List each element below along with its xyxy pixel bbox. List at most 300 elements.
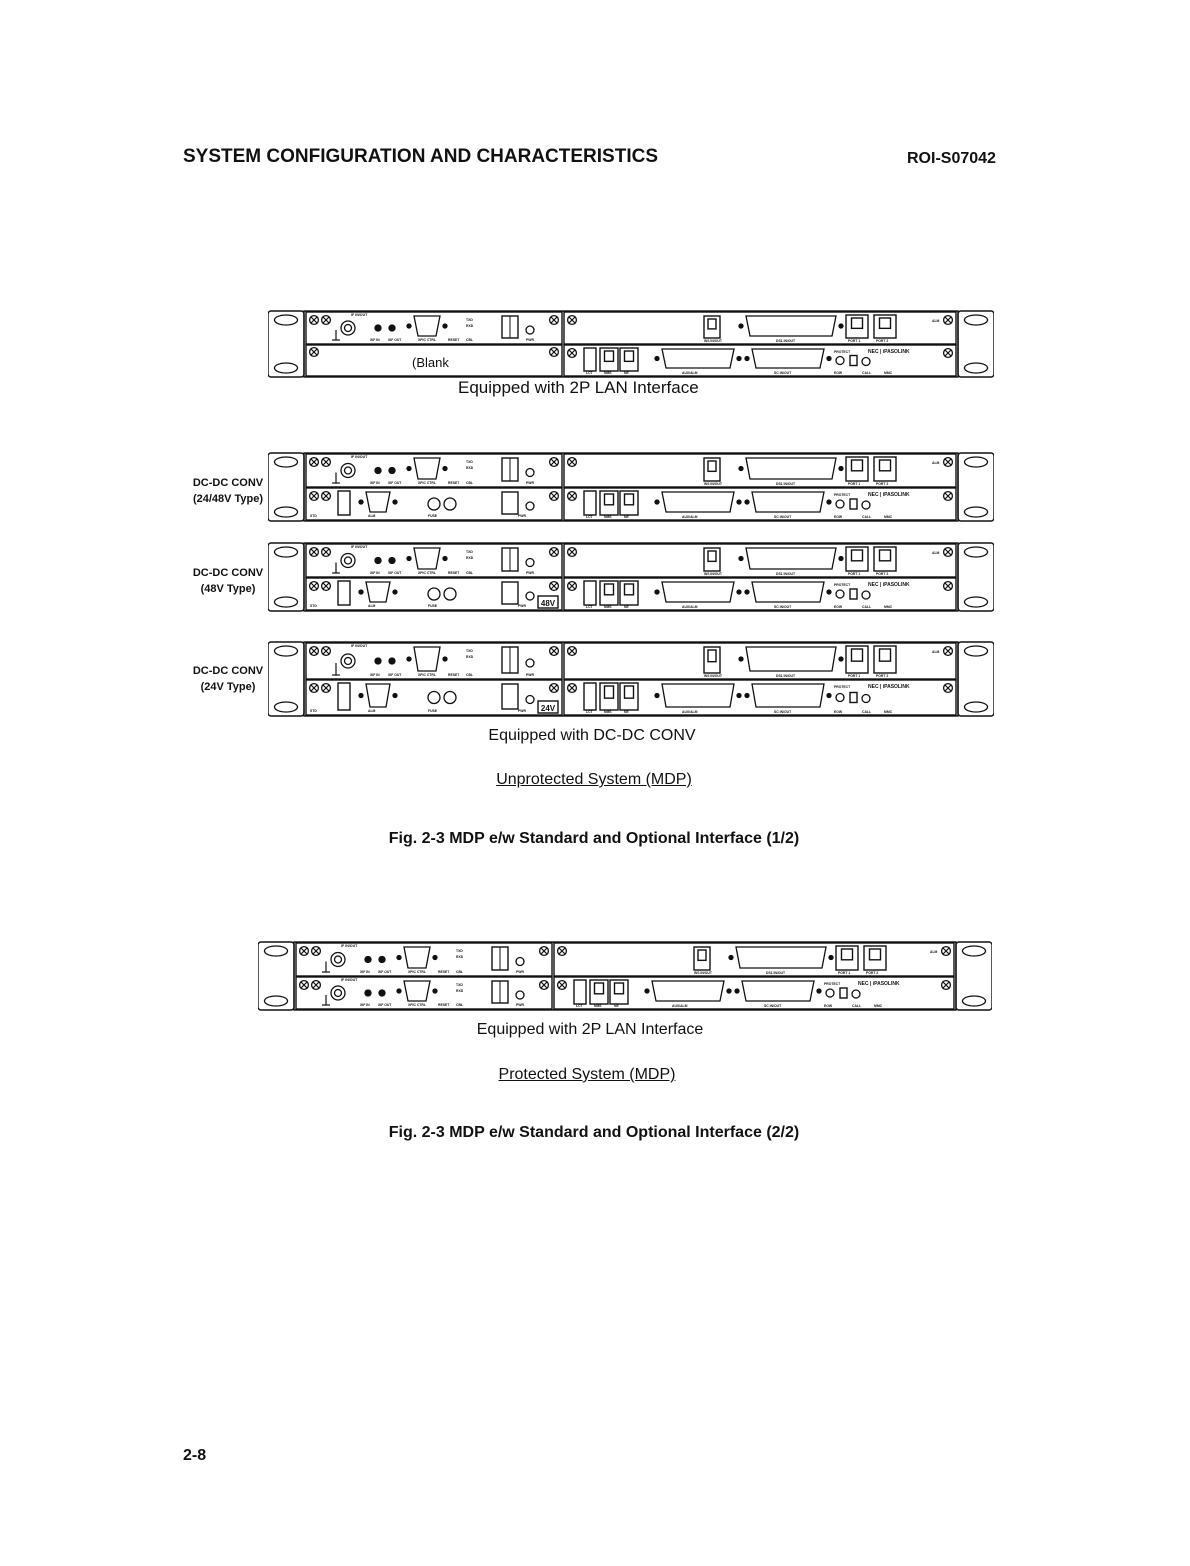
pwr-switch-icon xyxy=(526,326,534,334)
label-ne: NE xyxy=(614,1004,619,1008)
section-label-dcdc-24-48 xyxy=(188,475,268,507)
label-fuse: FUSE xyxy=(428,604,438,608)
rack-mount-hole xyxy=(964,457,987,467)
label-brand: NEC | iPASOLINK xyxy=(868,492,910,498)
label-protect: PROTECT xyxy=(834,493,851,497)
connector-screw xyxy=(727,989,731,993)
label-xpic-ctrl: XPIC CTRL xyxy=(418,338,436,342)
label-nms: NMS xyxy=(604,371,612,375)
d-sub-connector xyxy=(366,582,390,602)
rack-ear xyxy=(958,311,994,377)
label-alm: ALM xyxy=(932,319,940,323)
figure-caption-2: Fig. 2-3 MDP e/w Standard and Optional Interface (2/2) xyxy=(388,1124,800,1141)
rack-mount-hole xyxy=(962,946,985,956)
connector-screw xyxy=(397,956,401,960)
led-indicator xyxy=(389,558,395,564)
label-eow: EOW xyxy=(834,515,843,519)
mdp-panel-protected-2p-lan xyxy=(258,940,992,1014)
rack-mount-hole xyxy=(274,597,297,607)
label-xif-in: XIF IN xyxy=(360,970,370,974)
label-ne: NE xyxy=(624,371,629,375)
rj45-latch xyxy=(625,351,634,361)
mdp-panel-dcdc-48v xyxy=(268,541,994,613)
rj45-port xyxy=(600,683,618,710)
mdp-panel-dcdc-24-48v xyxy=(268,451,994,523)
label-ne: NE xyxy=(624,515,629,519)
label-voltage: 24V xyxy=(540,704,556,713)
d-sub-connector xyxy=(746,548,836,569)
d-sub-connector xyxy=(742,981,814,1001)
connector-screw xyxy=(827,590,831,594)
rack-mount-hole xyxy=(964,547,987,557)
if-connector xyxy=(341,554,355,568)
connector-screw xyxy=(443,657,447,661)
label-alm: ALM xyxy=(368,709,376,713)
label-pwr: PWR xyxy=(518,709,526,713)
label-brand: NEC | iPASOLINK xyxy=(868,582,910,588)
led-indicator xyxy=(375,658,381,664)
d-sub-connector xyxy=(366,684,390,707)
rj45-latch xyxy=(625,584,634,595)
if-connector-core xyxy=(345,467,352,474)
connector-screw xyxy=(839,324,843,328)
if-connector xyxy=(341,464,355,478)
rack-mount-hole xyxy=(274,507,297,517)
rack-ear xyxy=(958,543,994,611)
usb-port xyxy=(584,683,596,710)
sw-block xyxy=(502,582,518,604)
usb-port xyxy=(584,348,596,371)
rj45-latch xyxy=(852,649,863,661)
label-xif-out: XIF OUT xyxy=(388,338,402,342)
label-xif-in: XIF IN xyxy=(370,481,380,485)
call-switch xyxy=(850,499,857,509)
connector-screw xyxy=(443,467,447,471)
label-aux-alm: AUX/ALM xyxy=(682,605,698,609)
label-ws-inout: WS IN/OUT xyxy=(694,971,712,975)
call-button xyxy=(862,358,870,366)
label-cbl: CBL xyxy=(466,673,473,677)
connector-screw xyxy=(739,467,743,471)
label-cbl: CBL xyxy=(466,571,473,575)
label-xif-out: XIF OUT xyxy=(388,673,402,677)
rack-mount-hole xyxy=(274,547,297,557)
section-label-line1: DC-DC CONV xyxy=(192,477,264,489)
pwr-switch-icon xyxy=(526,469,534,477)
led-indicator xyxy=(389,658,395,664)
label-pwr: PWR xyxy=(516,970,524,974)
d-sub-connector xyxy=(652,981,724,1001)
label-reset: RESET xyxy=(448,481,460,485)
connector-screw xyxy=(397,989,401,993)
d-sub-connector xyxy=(752,492,824,512)
usb-port xyxy=(584,581,596,605)
label-fuse: FUSE xyxy=(428,709,438,713)
led-indicator xyxy=(375,468,381,474)
connector-screw xyxy=(739,324,743,328)
panel1-caption: Equipped with 2P LAN Interface xyxy=(458,378,699,397)
label-sc-inout: SC IN/OUT xyxy=(774,710,792,714)
label-ds1-inout: DS1 IN/OUT xyxy=(776,482,796,486)
label-port1: PORT 1 xyxy=(848,674,861,678)
label-reset: RESET xyxy=(448,571,460,575)
led-indicator xyxy=(375,325,381,331)
section-label-line2: (48V Type) xyxy=(200,583,256,595)
label-port2: PORT 2 xyxy=(876,572,889,576)
rj45-latch xyxy=(625,494,634,505)
if-connector xyxy=(331,986,345,1000)
rj45-latch xyxy=(880,550,891,561)
d-sub-connector xyxy=(414,458,440,479)
connector-screw xyxy=(839,557,843,561)
rj45-latch xyxy=(852,460,863,471)
label-cbl: CBL xyxy=(466,338,473,342)
connector-screw xyxy=(393,590,397,594)
if-connector-core xyxy=(335,990,342,997)
label-call: CALL xyxy=(862,710,872,714)
connector-screw xyxy=(739,657,743,661)
rack-ear xyxy=(268,543,304,611)
label-brand: NEC | iPASOLINK xyxy=(858,981,900,987)
connector-screw xyxy=(839,467,843,471)
label-mmc: MMC xyxy=(884,605,893,609)
if-connector-core xyxy=(345,325,352,332)
label-alm: ALM xyxy=(932,551,940,555)
label-if-inout: IF IN/OUT xyxy=(341,978,358,982)
d-sub-connector xyxy=(414,316,440,336)
d-sub-connector xyxy=(746,647,836,671)
label-ne: NE xyxy=(624,605,629,609)
label-alm: ALM xyxy=(930,950,938,954)
label-xpic-ctrl: XPIC CTRL xyxy=(408,1003,426,1007)
figure-caption-1: Fig. 2-3 MDP e/w Standard and Optional Interface (1/2) xyxy=(388,830,800,847)
fuse-holder xyxy=(444,692,456,704)
label-txd: TXD xyxy=(466,550,473,554)
d-sub-connector xyxy=(746,316,836,336)
label-txd: TXD xyxy=(456,949,463,953)
if-connector-core xyxy=(345,658,352,665)
label-ws-inout: WS IN/OUT xyxy=(704,674,722,678)
call-switch xyxy=(840,988,847,998)
connector-screw xyxy=(839,657,843,661)
label-nms: NMS xyxy=(604,515,612,519)
label-std: STD xyxy=(310,604,317,608)
label-ds1-inout: DS1 IN/OUT xyxy=(776,674,796,678)
connector-screw xyxy=(433,989,437,993)
label-rxd: RXD xyxy=(466,324,474,328)
label-mmc: MMC xyxy=(884,515,893,519)
label-txd: TXD xyxy=(456,983,463,987)
call-switch xyxy=(850,589,857,599)
connector-screw xyxy=(745,357,749,361)
label-eow: EOW xyxy=(834,710,843,714)
d-sub-connector xyxy=(662,349,734,368)
connector-screw xyxy=(407,657,411,661)
eow-jack xyxy=(836,357,844,365)
connector-screw xyxy=(739,557,743,561)
label-reset: RESET xyxy=(448,673,460,677)
connector-screw xyxy=(737,694,741,698)
label-alm: ALM xyxy=(368,514,376,518)
fuse-holder xyxy=(428,498,440,510)
fuse-holder xyxy=(428,692,440,704)
eow-jack xyxy=(836,694,844,702)
rj45-latch xyxy=(852,550,863,561)
rack-ear xyxy=(958,453,994,521)
label-ws-inout: WS IN/OUT xyxy=(704,482,722,486)
rj45-latch xyxy=(842,949,853,960)
connector-screw xyxy=(655,694,659,698)
label-port1: PORT 1 xyxy=(838,971,851,975)
label-reset: RESET xyxy=(438,970,450,974)
pwr-switch-icon xyxy=(526,659,534,667)
connector-screw xyxy=(817,989,821,993)
pwr-switch-icon xyxy=(526,559,534,567)
label-call: CALL xyxy=(862,371,872,375)
rj45-port xyxy=(704,647,720,673)
label-rxd: RXD xyxy=(466,655,474,659)
main-unit-upper xyxy=(564,544,956,577)
if-connector-core xyxy=(345,557,352,564)
call-switch xyxy=(850,693,857,703)
if-connector xyxy=(341,654,355,668)
label-if-inout: IF IN/OUT xyxy=(351,545,368,549)
label-txd: TXD xyxy=(466,649,473,653)
d-sub-connector xyxy=(662,684,734,707)
main-unit-upper xyxy=(554,943,954,976)
connector-screw xyxy=(655,590,659,594)
label-xpic-ctrl: XPIC CTRL xyxy=(418,571,436,575)
page-header-title: SYSTEM CONFIGURATION AND CHARACTERISTICS xyxy=(183,146,658,167)
rack-mount-hole xyxy=(964,363,987,373)
rj45-latch xyxy=(605,584,614,595)
fuse-holder xyxy=(428,588,440,600)
rack-mount-hole xyxy=(274,457,297,467)
if-connector xyxy=(341,321,355,335)
label-mmc: MMC xyxy=(884,371,893,375)
rj45-latch xyxy=(880,318,891,328)
label-xif-out: XIF OUT xyxy=(388,571,402,575)
label-nms: NMS xyxy=(604,710,612,714)
label-if-inout: IF IN/OUT xyxy=(341,944,358,948)
main-unit-upper xyxy=(564,312,956,344)
rj45-port xyxy=(620,683,638,710)
rack-mount-hole xyxy=(264,946,287,956)
label-if-inout: IF IN/OUT xyxy=(351,644,368,648)
pwr-switch-icon xyxy=(526,502,534,510)
rack-ear xyxy=(958,642,994,716)
label-alm: ALM xyxy=(932,461,940,465)
d-sub-connector xyxy=(752,684,824,707)
label-lct: LCT xyxy=(586,515,593,519)
rj45-latch xyxy=(880,460,891,471)
converter-connector xyxy=(338,683,350,710)
caption-unprotected-system: Unprotected System (MDP) xyxy=(496,771,692,788)
connector-screw xyxy=(655,500,659,504)
rack-mount-hole xyxy=(274,702,297,712)
rj45-latch xyxy=(625,686,634,698)
eow-jack xyxy=(836,500,844,508)
label-ds1-inout: DS1 IN/OUT xyxy=(766,971,786,975)
label-protect: PROTECT xyxy=(834,350,851,354)
call-button xyxy=(862,501,870,509)
connector-screw xyxy=(827,500,831,504)
label-port1: PORT 1 xyxy=(848,572,861,576)
label-txd: TXD xyxy=(466,318,473,322)
label-xif-in: XIF IN xyxy=(370,673,380,677)
label-cbl: CBL xyxy=(456,1003,463,1007)
connector-screw xyxy=(407,324,411,328)
rack-mount-hole xyxy=(274,315,297,325)
d-sub-connector xyxy=(414,548,440,569)
label-lct: LCT xyxy=(586,710,593,714)
fuse-holder xyxy=(444,588,456,600)
label-ds1-inout: DS1 IN/OUT xyxy=(776,339,796,343)
connector-screw xyxy=(735,989,739,993)
connector-screw xyxy=(655,357,659,361)
connector-screw xyxy=(407,467,411,471)
label-rxd: RXD xyxy=(466,556,474,560)
converter-connector xyxy=(338,581,350,605)
d-sub-connector xyxy=(746,458,836,479)
led-indicator xyxy=(389,325,395,331)
label-call: CALL xyxy=(862,605,872,609)
led-indicator xyxy=(379,957,385,963)
label-lct: LCT xyxy=(576,1004,583,1008)
led-indicator xyxy=(389,468,395,474)
call-button xyxy=(862,591,870,599)
label-ws-inout: WS IN/OUT xyxy=(704,339,722,343)
connector-screw xyxy=(729,956,733,960)
connector-screw xyxy=(393,694,397,698)
rj45-latch xyxy=(708,551,716,561)
label-reset: RESET xyxy=(438,1003,450,1007)
rack-ear xyxy=(268,642,304,716)
label-pwr: PWR xyxy=(518,514,526,518)
led-indicator xyxy=(365,990,371,996)
connector-screw xyxy=(645,989,649,993)
label-aux-alm: AUX/ALM xyxy=(682,710,698,714)
label-if-inout: IF IN/OUT xyxy=(351,313,368,317)
led-indicator xyxy=(365,957,371,963)
label-pwr: PWR xyxy=(526,571,534,575)
connector-screw xyxy=(827,357,831,361)
label-rxd: RXD xyxy=(456,955,464,959)
label-sc-inout: SC IN/OUT xyxy=(774,605,792,609)
connector-screw xyxy=(359,590,363,594)
rack-mount-hole xyxy=(964,315,987,325)
rj45-latch xyxy=(708,461,716,471)
rj45-latch xyxy=(605,494,614,505)
rack-ear xyxy=(268,311,304,377)
label-pwr: PWR xyxy=(516,1003,524,1007)
if-connector-core xyxy=(335,956,342,963)
label-txd: TXD xyxy=(466,460,473,464)
eow-jack xyxy=(826,989,834,997)
label-xif-out: XIF OUT xyxy=(378,970,392,974)
label-aux-alm: AUX/ALM xyxy=(682,371,698,375)
label-xif-in: XIF IN xyxy=(370,338,380,342)
connector-screw xyxy=(745,500,749,504)
call-button xyxy=(852,990,860,998)
rj45-latch xyxy=(880,649,891,661)
label-fuse: FUSE xyxy=(428,514,438,518)
section-label-dcdc-24 xyxy=(188,663,268,695)
rack-ear xyxy=(258,942,294,1010)
fuse-holder xyxy=(444,498,456,510)
connector-screw xyxy=(745,590,749,594)
label-rxd: RXD xyxy=(456,989,464,993)
label-brand: NEC | iPASOLINK xyxy=(868,349,910,355)
label-protect: PROTECT xyxy=(824,982,841,986)
rack-mount-hole xyxy=(964,597,987,607)
section-label-line1: DC-DC CONV xyxy=(192,567,264,579)
page-number: 2-8 xyxy=(183,1447,207,1464)
rack-mount-hole xyxy=(264,996,287,1006)
label-pwr: PWR xyxy=(526,481,534,485)
label-rxd: RXD xyxy=(466,466,474,470)
rack-mount-hole xyxy=(964,646,987,656)
label-pwr: PWR xyxy=(526,338,534,342)
label-eow: EOW xyxy=(824,1004,833,1008)
label-xif-in: XIF IN xyxy=(370,571,380,575)
label-protect: PROTECT xyxy=(834,583,851,587)
section-label-line2: (24V Type) xyxy=(200,681,256,693)
rj45-port xyxy=(846,646,868,673)
label-port1: PORT 1 xyxy=(848,339,861,343)
connector-screw xyxy=(443,324,447,328)
d-sub-connector xyxy=(662,492,734,512)
label-port2: PORT 2 xyxy=(866,971,879,975)
section-label-line2: (24/48V Type) xyxy=(192,493,264,505)
label-brand: NEC | iPASOLINK xyxy=(868,684,910,690)
d-sub-connector xyxy=(404,947,430,968)
label-pwr: PWR xyxy=(518,604,526,608)
label-xpic-ctrl: XPIC CTRL xyxy=(418,673,436,677)
connector-screw xyxy=(393,500,397,504)
caption-protected-system: Protected System (MDP) xyxy=(498,1066,676,1083)
label-nms: NMS xyxy=(594,1004,602,1008)
rj45-latch xyxy=(595,983,604,994)
d-sub-connector xyxy=(662,582,734,602)
label-xif-in: XIF IN xyxy=(360,1003,370,1007)
connector-screw xyxy=(443,557,447,561)
connector-screw xyxy=(827,694,831,698)
d-sub-connector xyxy=(404,981,430,1001)
connector-screw xyxy=(359,500,363,504)
label-cbl: CBL xyxy=(466,481,473,485)
label-sc-inout: SC IN/OUT xyxy=(774,515,792,519)
rack-mount-hole xyxy=(962,996,985,1006)
label-alm: ALM xyxy=(368,604,376,608)
sw-block xyxy=(502,492,518,514)
connector-screw xyxy=(433,956,437,960)
label-port2: PORT 2 xyxy=(876,674,889,678)
rack-mount-hole xyxy=(964,702,987,712)
label-cbl: CBL xyxy=(456,970,463,974)
rack-mount-hole xyxy=(274,646,297,656)
document-id: ROI-S07042 xyxy=(907,150,996,167)
label-port2: PORT 2 xyxy=(876,339,889,343)
connector-screw xyxy=(407,557,411,561)
if-connector xyxy=(331,953,345,967)
label-pwr: PWR xyxy=(526,673,534,677)
rack-mount-hole xyxy=(964,507,987,517)
label-call: CALL xyxy=(852,1004,862,1008)
label-protect: PROTECT xyxy=(834,685,851,689)
label-std: STD xyxy=(310,514,317,518)
label-ne: NE xyxy=(624,710,629,714)
